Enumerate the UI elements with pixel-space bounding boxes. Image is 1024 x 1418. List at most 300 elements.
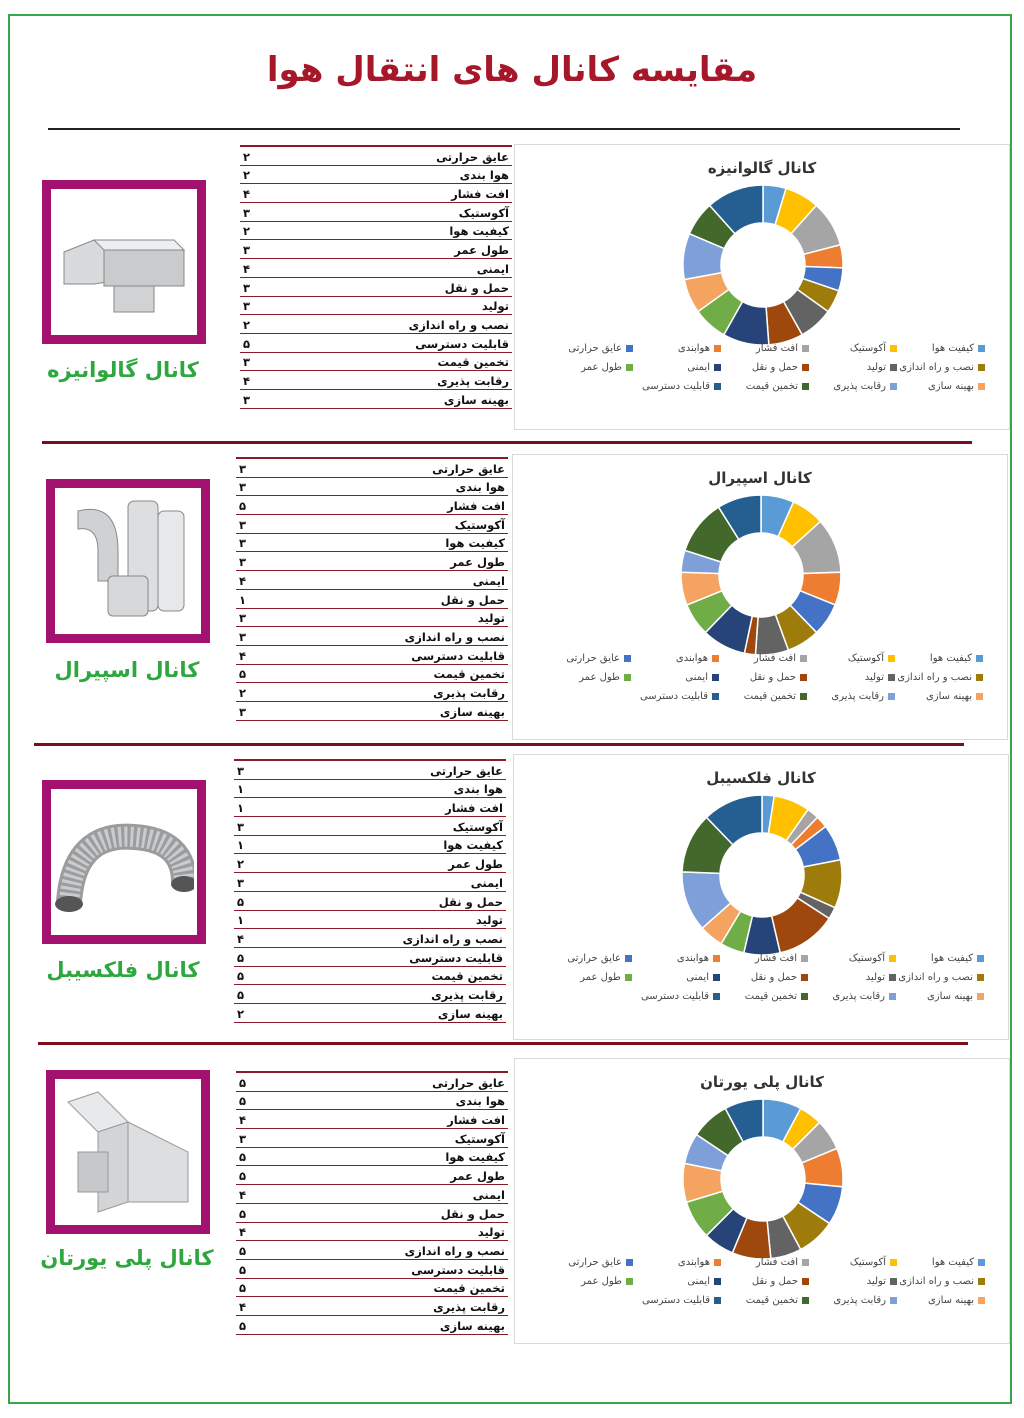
- table-row: [236, 496, 508, 515]
- legend-swatch: [714, 1297, 721, 1304]
- criterion-score: ۳: [239, 461, 247, 476]
- table-row: [240, 184, 512, 203]
- table-row: [236, 1260, 508, 1279]
- table-row: [240, 222, 512, 241]
- score-table: [236, 457, 508, 721]
- criterion-score: ۴: [243, 187, 251, 202]
- legend-swatch: [978, 345, 985, 352]
- table-row: [234, 948, 506, 967]
- legend-item: [633, 381, 721, 392]
- legend-item: [633, 343, 721, 354]
- table-row: [236, 590, 508, 609]
- legend-label: طول عمر: [579, 672, 620, 683]
- legend-swatch: [625, 955, 632, 962]
- legend-swatch: [978, 1259, 985, 1266]
- legend-item: [721, 1295, 809, 1306]
- legend-item: [631, 672, 719, 683]
- table-row: [236, 1241, 508, 1260]
- legend-swatch: [976, 693, 983, 700]
- legend-item: [895, 691, 983, 702]
- criterion-score: ۴: [243, 261, 251, 276]
- donut-chart-panel: [512, 454, 1008, 740]
- criterion-score: ۴: [239, 573, 247, 588]
- legend-item: [897, 343, 985, 354]
- chart-legend: [543, 653, 983, 702]
- product-photo: [46, 479, 210, 643]
- criterion-score: ۳: [239, 704, 247, 719]
- criterion-score: ۵: [239, 1169, 247, 1184]
- criterion-score: ۳: [243, 280, 251, 295]
- criterion-label: حمل و نقل: [438, 894, 503, 909]
- legend-swatch: [712, 693, 719, 700]
- legend-item: [897, 1257, 985, 1268]
- criterion-score: ۳: [239, 611, 247, 626]
- table-row: [240, 259, 512, 278]
- table-row: [236, 515, 508, 534]
- legend-item: [809, 1276, 897, 1287]
- criterion-score: ۳: [239, 536, 247, 551]
- legend-label: ایمنی: [686, 972, 709, 983]
- legend-item: [895, 672, 983, 683]
- title-divider: [48, 128, 960, 130]
- criterion-score: ۵: [239, 1150, 247, 1165]
- criterion-label: کیفیت هوا: [449, 224, 509, 239]
- criterion-score: ۳: [243, 205, 251, 220]
- legend-item: [809, 1257, 897, 1268]
- product-caption: کانال فلکسیبل: [46, 958, 200, 982]
- legend-item: [721, 1257, 809, 1268]
- legend-swatch: [978, 1297, 985, 1304]
- criterion-label: تخمین قیمت: [433, 667, 505, 682]
- table-row: [234, 911, 506, 930]
- criterion-label: طول عمر: [450, 1169, 505, 1184]
- legend-swatch: [802, 1259, 809, 1266]
- criterion-score: ۴: [239, 1225, 247, 1240]
- criterion-label: ایمنی: [470, 875, 503, 890]
- criterion-score: ۵: [237, 950, 245, 965]
- table-row: [234, 761, 506, 780]
- legend-item: [895, 653, 983, 664]
- criterion-label: عایق حرارتی: [432, 1075, 505, 1090]
- criterion-score: ۲: [237, 857, 245, 872]
- criterion-score: ۴: [239, 648, 247, 663]
- legend-label: افت فشار: [755, 343, 798, 354]
- table-row: [234, 929, 506, 948]
- criterion-label: افت فشار: [445, 801, 503, 816]
- table-row: [236, 627, 508, 646]
- criterion-score: ۵: [239, 1243, 247, 1258]
- criterion-score: ۳: [243, 243, 251, 258]
- criterion-label: نصب و راه اندازی: [404, 629, 505, 644]
- legend-item: [720, 953, 808, 964]
- legend-item: [721, 381, 809, 392]
- legend-item: [721, 362, 809, 373]
- legend-item: [719, 672, 807, 683]
- table-row: [240, 334, 512, 353]
- legend-item: [632, 991, 720, 1002]
- legend-label: آکوستیک: [849, 343, 886, 354]
- criterion-label: عایق حرارتی: [432, 461, 505, 476]
- table-row: [236, 1129, 508, 1148]
- table-row: [240, 203, 512, 222]
- legend-swatch: [977, 974, 984, 981]
- criterion-score: ۵: [239, 667, 247, 682]
- criterion-label: حمل و نقل: [440, 592, 505, 607]
- table-row: [236, 1166, 508, 1185]
- section-divider: [38, 1042, 968, 1045]
- legend-item: [633, 1257, 721, 1268]
- legend-label: آکوستیک: [847, 653, 884, 664]
- chart-title: کانال گالوانیزه: [707, 159, 817, 177]
- legend-swatch: [890, 1278, 897, 1285]
- criterion-score: ۵: [239, 1206, 247, 1221]
- table-row: [240, 297, 512, 316]
- legend-item: [720, 972, 808, 983]
- legend-item: [809, 381, 897, 392]
- polyurethane-duct-icon: [58, 1082, 198, 1222]
- legend-swatch: [800, 674, 807, 681]
- legend-swatch: [977, 993, 984, 1000]
- legend-item: [632, 953, 720, 964]
- legend-label: حمل و نقل: [749, 672, 796, 683]
- table-row: [234, 836, 506, 855]
- criterion-score: ۳: [243, 355, 251, 370]
- chart-title: کانال فلکسیبل: [706, 769, 816, 787]
- legend-swatch: [800, 693, 807, 700]
- criterion-score: ۲: [243, 224, 251, 239]
- legend-swatch: [624, 674, 631, 681]
- section-divider: [34, 743, 964, 746]
- criterion-label: حمل و نقل: [444, 280, 509, 295]
- criterion-label: ایمنی: [472, 573, 505, 588]
- legend-label: تولید: [864, 672, 884, 683]
- criterion-label: رقابت پذیری: [433, 1299, 505, 1314]
- legend-item: [543, 653, 631, 664]
- criterion-label: ایمنی: [472, 1187, 505, 1202]
- criterion-score: ۱: [237, 801, 245, 816]
- legend-swatch: [977, 955, 984, 962]
- criterion-label: قابلیت دسترسی: [415, 336, 509, 351]
- criterion-score: ۲: [243, 168, 251, 183]
- criterion-label: آکوستیک: [458, 205, 509, 220]
- legend-swatch: [714, 345, 721, 352]
- legend-label: هوابندی: [675, 653, 708, 664]
- criterion-label: تخمین قیمت: [431, 969, 503, 984]
- donut-chart-panel: [514, 1058, 1010, 1344]
- criterion-score: ۵: [239, 499, 247, 514]
- legend-swatch: [890, 383, 897, 390]
- legend-item: [545, 362, 633, 373]
- criterion-score: ۳: [239, 629, 247, 644]
- criterion-label: تولید: [477, 1225, 505, 1240]
- chart-legend: [544, 953, 984, 1002]
- legend-label: کیفیت هوا: [929, 653, 972, 664]
- donut-chart-panel: [514, 144, 1010, 430]
- legend-label: تخمین قیمت: [745, 1295, 798, 1306]
- table-row: [236, 1092, 508, 1111]
- criterion-score: ۱: [239, 592, 247, 607]
- donut-chart: [515, 145, 1011, 345]
- criterion-score: ۵: [239, 1281, 247, 1296]
- legend-label: طول عمر: [580, 972, 621, 983]
- legend-label: حمل و نقل: [750, 972, 797, 983]
- criterion-score: ۳: [237, 875, 245, 890]
- criterion-score: ۳: [239, 517, 247, 532]
- legend-label: طول عمر: [581, 362, 622, 373]
- legend-label: بهینه سازی: [926, 991, 973, 1002]
- criterion-label: بهینه سازی: [439, 704, 505, 719]
- legend-swatch: [802, 345, 809, 352]
- legend-swatch: [890, 345, 897, 352]
- legend-label: افت فشار: [754, 953, 797, 964]
- chart-legend: [545, 343, 985, 392]
- score-table: [236, 1071, 508, 1335]
- legend-swatch: [978, 1278, 985, 1285]
- table-row: [240, 240, 512, 259]
- table-row: [236, 534, 508, 553]
- legend-item: [545, 1276, 633, 1287]
- legend-swatch: [625, 974, 632, 981]
- legend-swatch: [712, 655, 719, 662]
- legend-swatch: [801, 974, 808, 981]
- table-row: [234, 798, 506, 817]
- legend-item: [632, 972, 720, 983]
- criterion-score: ۲: [243, 317, 251, 332]
- criterion-label: طول عمر: [454, 243, 509, 258]
- donut-chart: [514, 755, 1010, 955]
- legend-swatch: [801, 993, 808, 1000]
- criterion-label: رقابت پذیری: [437, 373, 509, 388]
- legend-label: کیفیت هوا: [931, 343, 974, 354]
- page-title: مقایسه کانال های انتقال هوا: [266, 50, 758, 90]
- table-row: [240, 353, 512, 372]
- table-row: [240, 147, 512, 166]
- criterion-label: نصب و راه اندازی: [404, 1243, 505, 1258]
- criterion-label: تولید: [477, 611, 505, 626]
- table-row: [236, 1316, 508, 1335]
- chart-title: کانال اسپیرال: [708, 469, 812, 487]
- legend-item: [633, 1276, 721, 1287]
- table-row: [234, 780, 506, 799]
- legend-swatch: [800, 655, 807, 662]
- table-row: [236, 1204, 508, 1223]
- table-row: [234, 817, 506, 836]
- legend-label: هوابندی: [676, 953, 709, 964]
- legend-label: قابلیت دسترسی: [639, 691, 708, 702]
- donut-chart-panel: [513, 754, 1009, 1040]
- legend-item: [808, 991, 896, 1002]
- criterion-score: ۴: [239, 1299, 247, 1314]
- legend-label: بهینه سازی: [927, 381, 974, 392]
- legend-label: رقابت پذیری: [833, 1295, 886, 1306]
- criterion-label: آکوستیک: [452, 819, 503, 834]
- legend-swatch: [888, 655, 895, 662]
- legend-item: [897, 362, 985, 373]
- criterion-label: هوا بندی: [455, 1094, 505, 1109]
- legend-label: تخمین قیمت: [743, 691, 796, 702]
- product-photo: [46, 1070, 210, 1234]
- table-row: [236, 1297, 508, 1316]
- legend-label: آکوستیک: [849, 1257, 886, 1268]
- table-row: [234, 1004, 506, 1023]
- score-table: [240, 145, 512, 409]
- legend-item: [897, 1295, 985, 1306]
- legend-swatch: [713, 955, 720, 962]
- legend-label: رقابت پذیری: [831, 691, 884, 702]
- legend-item: [631, 691, 719, 702]
- legend-label: ایمنی: [687, 362, 710, 373]
- table-row: [236, 1148, 508, 1167]
- criterion-label: بهینه سازی: [439, 1318, 505, 1333]
- legend-label: نصب و راه اندازی: [897, 672, 972, 683]
- legend-item: [807, 691, 895, 702]
- legend-item: [808, 972, 896, 983]
- chart-legend: [545, 1257, 985, 1306]
- table-row: [240, 166, 512, 185]
- criterion-score: ۵: [239, 1094, 247, 1109]
- legend-swatch: [714, 1259, 721, 1266]
- legend-item: [896, 953, 984, 964]
- legend-swatch: [713, 974, 720, 981]
- legend-item: [809, 343, 897, 354]
- criterion-label: ایمنی: [476, 261, 509, 276]
- table-row: [234, 854, 506, 873]
- table-row: [236, 1110, 508, 1129]
- spiral-round-duct-icon: [58, 491, 198, 631]
- table-row: [236, 609, 508, 628]
- legend-label: حمل و نقل: [751, 1276, 798, 1287]
- criterion-score: ۳: [239, 480, 247, 495]
- legend-label: تخمین قیمت: [745, 381, 798, 392]
- criterion-score: ۳: [243, 299, 251, 314]
- table-row: [240, 390, 512, 409]
- legend-label: هوابندی: [677, 1257, 710, 1268]
- legend-swatch: [978, 364, 985, 371]
- criterion-score: ۳: [237, 763, 245, 778]
- legend-swatch: [890, 364, 897, 371]
- legend-label: حمل و نقل: [751, 362, 798, 373]
- criterion-label: تولید: [475, 913, 503, 928]
- legend-label: قابلیت دسترسی: [641, 1295, 710, 1306]
- legend-item: [807, 672, 895, 683]
- table-row: [236, 1073, 508, 1092]
- table-row: [236, 683, 508, 702]
- criterion-label: بهینه سازی: [443, 392, 509, 407]
- legend-swatch: [626, 1259, 633, 1266]
- criterion-score: ۴: [239, 1113, 247, 1128]
- legend-item: [545, 343, 633, 354]
- legend-swatch: [888, 674, 895, 681]
- criterion-label: کیفیت هوا: [443, 838, 503, 853]
- legend-item: [896, 972, 984, 983]
- legend-swatch: [889, 974, 896, 981]
- table-row: [236, 1223, 508, 1242]
- criterion-score: ۳: [239, 1131, 247, 1146]
- criterion-label: تولید: [481, 299, 509, 314]
- legend-item: [721, 343, 809, 354]
- criterion-label: عایق حرارتی: [430, 763, 503, 778]
- legend-swatch: [626, 1278, 633, 1285]
- criterion-label: نصب و راه اندازی: [402, 931, 503, 946]
- legend-swatch: [626, 364, 633, 371]
- criterion-score: ۲: [243, 149, 251, 164]
- legend-item: [807, 653, 895, 664]
- criterion-label: هوا بندی: [453, 782, 503, 797]
- criterion-score: ۴: [237, 931, 245, 946]
- legend-swatch: [890, 1259, 897, 1266]
- legend-label: عایق حرارتی: [568, 343, 622, 354]
- legend-label: طول عمر: [581, 1276, 622, 1287]
- table-row: [236, 646, 508, 665]
- table-row: [240, 278, 512, 297]
- table-row: [236, 1185, 508, 1204]
- legend-label: عایق حرارتی: [568, 1257, 622, 1268]
- criterion-label: طول عمر: [450, 555, 505, 570]
- table-row: [240, 315, 512, 334]
- legend-item: [719, 653, 807, 664]
- criterion-label: افت فشار: [447, 499, 505, 514]
- table-row: [236, 459, 508, 478]
- flexible-duct-icon: [54, 792, 194, 932]
- legend-item: [544, 972, 632, 983]
- criterion-label: رقابت پذیری: [431, 987, 503, 1002]
- legend-swatch: [624, 655, 631, 662]
- legend-swatch: [889, 993, 896, 1000]
- legend-item: [721, 1276, 809, 1287]
- legend-label: ایمنی: [687, 1276, 710, 1287]
- legend-item: [631, 653, 719, 664]
- product-caption: کانال گالوانیزه: [47, 358, 199, 382]
- criterion-score: ۲: [239, 685, 247, 700]
- legend-label: تولید: [866, 362, 886, 373]
- criterion-label: افت فشار: [447, 1113, 505, 1128]
- legend-label: قابلیت دسترسی: [640, 991, 709, 1002]
- criterion-label: قابلیت دسترسی: [411, 648, 505, 663]
- product-photo: [42, 180, 206, 344]
- criterion-label: افت فشار: [451, 187, 509, 202]
- criterion-score: ۱: [237, 782, 245, 797]
- legend-label: ایمنی: [685, 672, 708, 683]
- criterion-score: ۵: [237, 987, 245, 1002]
- table-row: [236, 1279, 508, 1298]
- criterion-label: کیفیت هوا: [445, 1150, 505, 1165]
- criterion-label: هوا بندی: [455, 480, 505, 495]
- criterion-label: آکوستیک: [454, 1131, 505, 1146]
- legend-swatch: [976, 655, 983, 662]
- legend-swatch: [714, 1278, 721, 1285]
- criterion-score: ۱: [237, 913, 245, 928]
- legend-item: [545, 1257, 633, 1268]
- legend-swatch: [802, 1278, 809, 1285]
- legend-swatch: [888, 693, 895, 700]
- legend-swatch: [890, 1297, 897, 1304]
- criterion-label: نصب و راه اندازی: [408, 317, 509, 332]
- legend-item: [720, 991, 808, 1002]
- criterion-label: عایق حرارتی: [436, 149, 509, 164]
- legend-label: نصب و راه اندازی: [899, 1276, 974, 1287]
- legend-item: [633, 1295, 721, 1306]
- donut-chart: [513, 455, 1009, 655]
- criterion-score: ۴: [239, 1187, 247, 1202]
- legend-label: عایق حرارتی: [566, 653, 620, 664]
- legend-label: افت فشار: [755, 1257, 798, 1268]
- legend-swatch: [802, 383, 809, 390]
- legend-label: تولید: [866, 1276, 886, 1287]
- chart-title: کانال پلی یورتان: [700, 1073, 824, 1091]
- table-row: [234, 985, 506, 1004]
- criterion-label: طول عمر: [448, 857, 503, 872]
- legend-label: رقابت پذیری: [833, 381, 886, 392]
